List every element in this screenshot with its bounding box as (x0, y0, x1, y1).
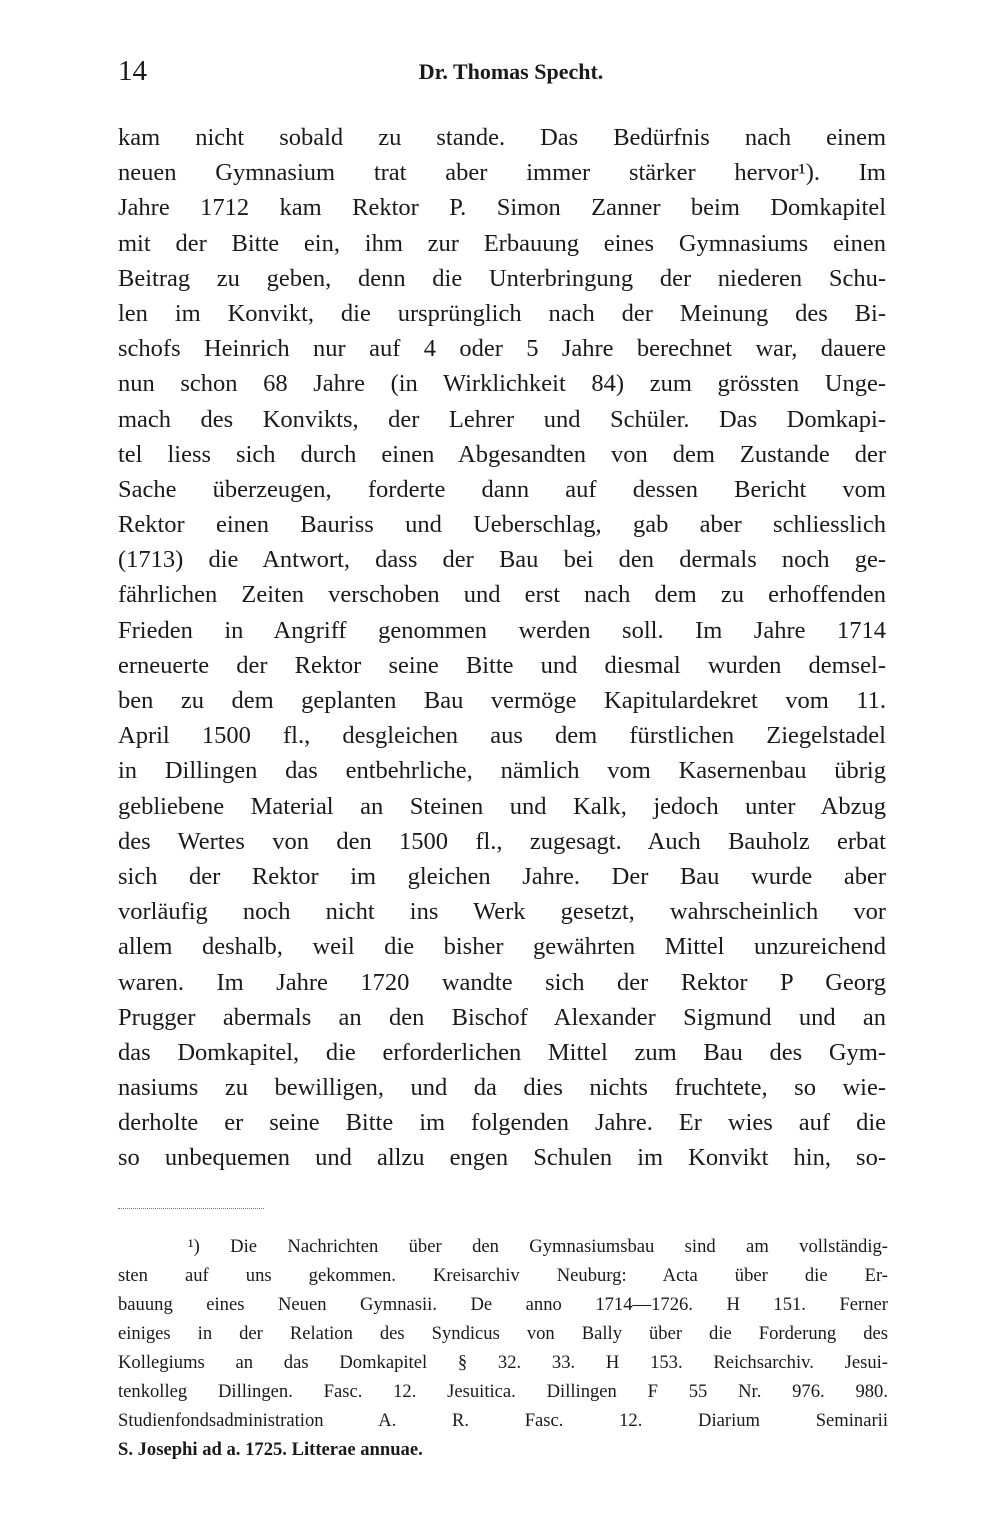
footnote-line: sten auf uns gekommen. Kreisarchiv Neuburg: Acta über die Er- (118, 1265, 888, 1286)
text-line: das Domkapitel, die erforderlichen Mittel zum Bau des Gym- (118, 1038, 886, 1066)
footnote-divider (118, 1208, 264, 1209)
text-line: Jahre 1712 kam Rektor P. Simon Zanner beim Domkapitel (118, 194, 886, 222)
text-line: fährlichen Zeiten verschoben und erst nach dem zu erhoffenden (118, 581, 886, 609)
page-number: 14 (118, 55, 147, 87)
text-line: vorläufig noch nicht ins Werk gesetzt, wahrscheinlich vor (118, 898, 886, 926)
text-line: nasiums zu bewilligen, und da dies nichts fruchtete, so wie- (118, 1074, 886, 1102)
text-line: kam nicht sobald zu stande. Das Bedürfnis nach einem (118, 124, 886, 151)
footnote-line: Kollegiums an das Domkapitel § 32. 33. H 153. Reichsarchiv. Jesui- (118, 1352, 888, 1373)
footnote-line: tenkolleg Dillingen. Fasc. 12. Jesuitica. Dillingen F 55 Nr. 976. 980. (118, 1381, 888, 1402)
text-line: erneuerte der Rektor seine Bitte und diesmal wurden demsel- (118, 651, 886, 679)
footnote-line: bauung eines Neuen Gymnasii. De anno 1714—1726. H 151. Ferner (118, 1294, 888, 1315)
footnote-line: ¹) Die Nachrichten über den Gymnasiumsbau sind am vollständig- (188, 1236, 888, 1257)
text-line: sich der Rektor im gleichen Jahre. Der Bau wurde aber (118, 862, 886, 890)
text-line: in Dillingen das entbehrliche, nämlich vom Kasernenbau übrig (118, 757, 886, 785)
running-head: Dr. Thomas Specht. (418, 59, 604, 84)
text-line: len im Konvikt, die ursprünglich nach der Meinung des Bi- (118, 299, 886, 327)
text-line: des Wertes von den 1500 fl., zugesagt. Auch Bauholz erbat (118, 827, 886, 855)
text-line: Rektor einen Bauriss und Ueberschlag, gab aber schliesslich (118, 511, 886, 539)
text-line: allem deshalb, weil die bisher gewährten Mittel unzureichend (118, 933, 886, 961)
text-line: waren. Im Jahre 1720 wandte sich der Rektor P Georg (118, 968, 886, 996)
text-line: mach des Konvikts, der Lehrer und Schüler. Das Domkapi- (118, 405, 886, 433)
text-line: schofs Heinrich nur auf 4 oder 5 Jahre berechnet war, dauere (118, 335, 886, 363)
text-line: Beitrag zu geben, denn die Unterbringung der niederen Schu- (118, 264, 886, 292)
text-line: gebliebene Material an Steinen und Kalk, jedoch unter Abzug (118, 792, 886, 820)
text-line: derholte er seine Bitte im folgenden Jahre. Er wies auf die (118, 1109, 886, 1137)
text-line: so unbequemen und allzu engen Schulen im Konvikt hin, so- (118, 1144, 886, 1172)
text-line: mit der Bitte ein, ihm zur Erbauung eines Gymnasiums einen (118, 229, 886, 257)
footnotes (118, 1232, 888, 1464)
text-line: (1713) die Antwort, dass der Bau bei den dermals noch ge- (118, 546, 886, 574)
text-line: Frieden in Angriff genommen werden soll. Im Jahre 1714 (118, 616, 886, 644)
text-line: April 1500 fl., desgleichen aus dem fürstlichen Ziegelstadel (118, 722, 886, 750)
text-line: Prugger abermals an den Bischof Alexander Sigmund und an (118, 1003, 886, 1031)
text-line: nun schon 68 Jahre (in Wirklichkeit 84) zum grössten Unge- (118, 370, 886, 398)
body-text (118, 120, 886, 1176)
text-line: Sache überzeugen, forderte dann auf dessen Bericht vom (118, 475, 886, 503)
footnote-line: S. Josephi ad a. 1725. Litterae annuae. (118, 1439, 423, 1460)
text-line: tel liess sich durch einen Abgesandten von dem Zustande der (118, 440, 886, 468)
text-line: ben zu dem geplanten Bau vermöge Kapitulardekret vom 11. (118, 687, 886, 714)
footnote-line: einiges in der Relation des Syndicus von Bally über die Forderung des (118, 1323, 888, 1344)
text-line: neuen Gymnasium trat aber immer stärker hervor¹). Im (118, 159, 886, 187)
footnote-line: Studienfondsadministration A. R. Fasc. 12. Diarium Seminarii (118, 1410, 888, 1431)
